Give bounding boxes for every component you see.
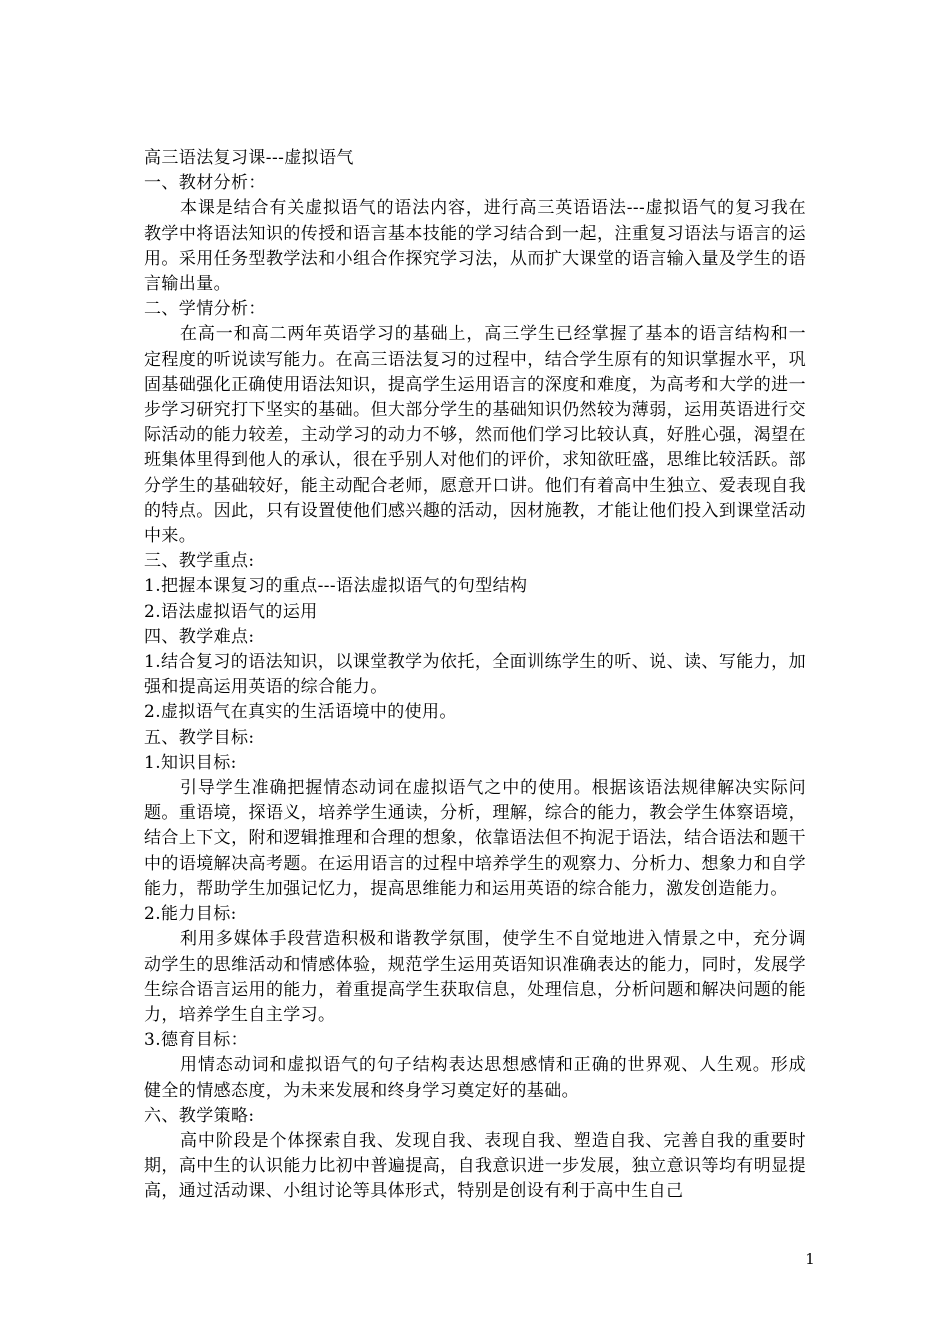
list-item-key-point-2: 2.语法虚拟语气的运用 [144, 601, 318, 622]
section-heading-key-points: 三、教学重点: [144, 551, 255, 572]
page-number: 1 [805, 1250, 815, 1268]
subheading-ability-objective: 2.能力目标: [144, 904, 237, 925]
document-body [144, 146, 806, 1205]
paragraph-textbook-analysis: 本课是结合有关虚拟语气的语法内容，进行高三英语语法---虚拟语气的复习我在教学中将语法知识的传授和语言基本技能的学习结合到一起，注重复习语法与语言的运用。采用任务型教学法和小组合作探究学习法，从而扩大课堂的语言输入量及学生的语言输出量。 [144, 198, 806, 295]
paragraph-knowledge-objective: 引导学生准确把握情态动词在虚拟语气之中的使用。根据该语法规律解决实际问题。重语境，探语义，培养学生通读，分析，理解，综合的能力，教会学生体察语境，结合上下文，附和逻辑推理和合理的想象，依靠语法但不拘泥于语法，结合语法和题干中的语境解决高考题。在运用语言的过程中培养学生的观察力、分析力、想象力和自学能力，帮助学生加强记忆力，提高思维能力和运用英语的综合能力，激发创造能力。 [144, 778, 806, 899]
list-item-key-point-1: 1.把握本课复习的重点---语法虚拟语气的句型结构 [144, 576, 528, 597]
paragraph-ability-objective: 利用多媒体手段营造积极和谐教学氛围，使学生不自觉地进入情景之中，充分调动学生的思维活动和情感体验，规范学生运用英语知识准确表达的能力，同时，发展学生综合语言运用的能力，着重提高学生获取信息，处理信息，分析问题和解决问题的能力，培养学生自主学习。 [144, 929, 806, 1025]
section-heading-strategy: 六、教学策略: [144, 1105, 255, 1126]
paragraph-moral-objective: 用情态动词和虚拟语气的句子结构表达思想感情和正确的世界观、人生观。形成健全的情感态度，为未来发展和终身学习奠定好的基础。 [144, 1055, 806, 1101]
section-heading-textbook-analysis: 一、教材分析： [144, 173, 266, 194]
subheading-knowledge-objective: 1.知识目标: [144, 752, 237, 773]
subheading-moral-objective: 3.德育目标： [144, 1030, 249, 1051]
paragraph-strategy: 高中阶段是个体探索自我、发现自我、表现自我、塑造自我、完善自我的重要时期，高中生的认识能力比初中普遍提高，自我意识进一步发展，独立意识等均有明显提高，通过活动课、小组讨论等具体形式，特别是创设有利于高中生自己 [144, 1130, 806, 1202]
list-item-difficulty-1: 1.结合复习的语法知识，以课堂教学为依托，全面训练学生的听、说、读、写能力，加强和提高运用英语的综合能力。 [144, 652, 806, 698]
section-heading-objectives: 五、教学目标: [144, 727, 255, 748]
document-title: 高三语法复习课---虚拟语气 [144, 148, 354, 168]
section-heading-difficulties: 四、教学难点: [144, 626, 255, 647]
list-item-difficulty-2: 2.虚拟语气在真实的生活语境中的使用。 [144, 702, 457, 723]
section-heading-student-analysis: 二、学情分析： [144, 299, 266, 320]
paragraph-student-analysis: 在高一和高二两年英语学习的基础上，高三学生已经掌握了基本的语言结构和一定程度的听说读写能力。在高三语法复习的过程中，结合学生原有的知识掌握水平，巩固基础强化正确使用语法知识，提高学生运用语言的深度和难度，为高考和大学的进一步学习研究打下坚实的基础。但大部分学生的基础知识仍然较为薄弱，运用英语进行交际活动的能力较差，主动学习的动力不够，然而他们学习比较认真，好胜心强，渴望在班集体里得到他人的承认，很在乎别人对他们的评价，求知欲旺盛，思维比较活跃。部分学生的基础较好，能主动配合老师，愿意开口讲。他们有着高中生独立、爱表现自我的特点。因此，只有设置使他们感兴趣的活动，因材施教，才能让他们投入到课堂活动中来。 [144, 324, 806, 547]
